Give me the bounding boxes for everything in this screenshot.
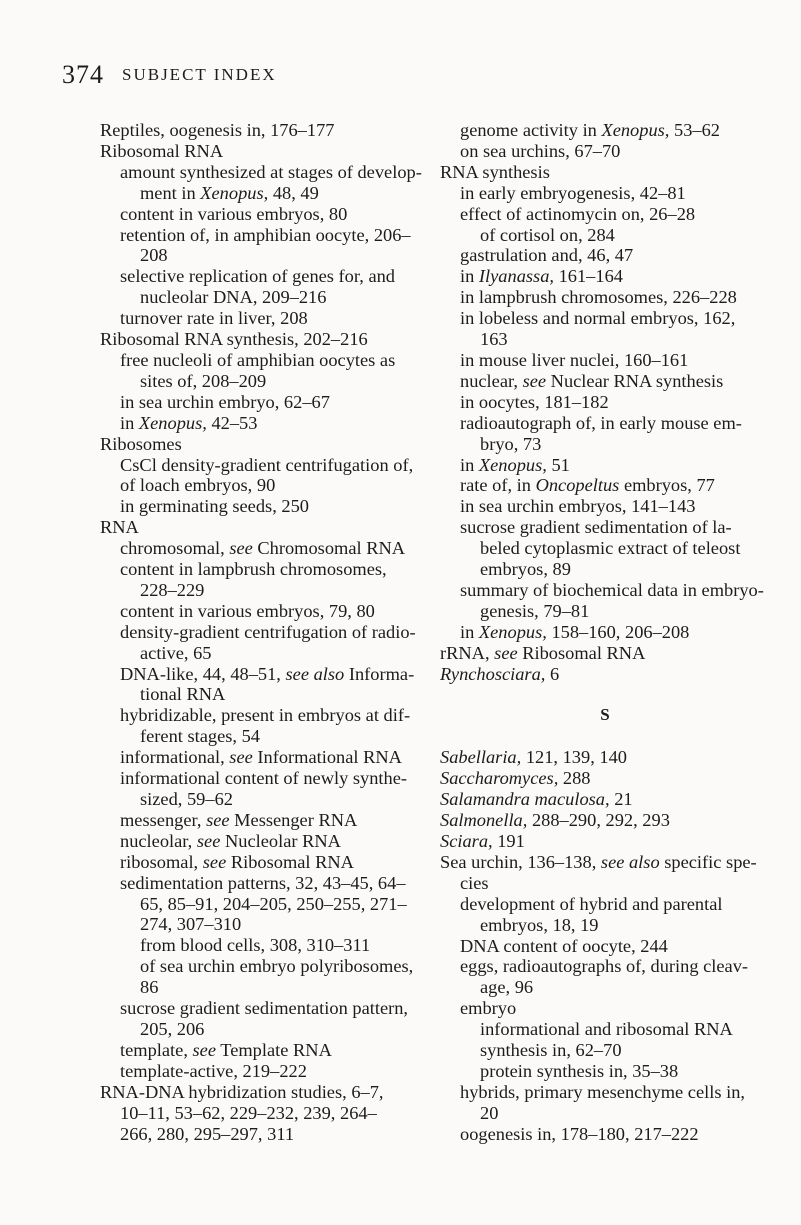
index-entry: Sciara, 191 [440, 831, 525, 851]
index-subentry: retention of, in amphibian oocyte, 206– [120, 224, 411, 245]
index-entry: rRNA, see Ribosomal RNA [440, 642, 646, 663]
index-subentry: in Xenopus, 42–53 [120, 412, 258, 433]
index-subentry: in early embryogenesis, 42–81 [460, 182, 686, 203]
index-subentry: cies [460, 872, 489, 893]
index-subentry: in germinating seeds, 250 [120, 496, 309, 517]
index-subentry: rate of, in Oncopeltus embryos, 77 [460, 475, 715, 496]
index-subentry: 266, 280, 295–297, 311 [120, 1123, 295, 1144]
index-subentry: sucrose gradient sedimentation pattern, [120, 998, 409, 1019]
index-subentry: in oocytes, 181–182 [460, 391, 609, 412]
section-gap [440, 684, 770, 705]
index-subentry: genome activity in Xenopus, 53–62 [460, 120, 720, 140]
index-subentry: gastrulation and, 46, 47 [460, 245, 634, 266]
index-subentry: in Xenopus, 158–160, 206–208 [460, 621, 690, 642]
index-entry: Sea urchin, 136–138, see also specific spe- [440, 851, 757, 872]
index-subentry: in sea urchin embryo, 62–67 [120, 391, 330, 412]
index-entry: Rynchosciara, 6 [440, 663, 560, 684]
index-subentry: ferent stages, 54 [140, 726, 261, 747]
index-subentry: from blood cells, 308, 310–311 [140, 935, 371, 956]
index-entry: Reptiles, oogenesis in, 176–177 [100, 120, 335, 140]
index-subentry: tional RNA [140, 684, 226, 705]
index-subentry: nucleolar, see Nucleolar RNA [120, 830, 341, 851]
index-subentry: 10–11, 53–62, 229–232, 239, 264– [120, 1102, 377, 1123]
index-subentry: on sea urchins, 67–70 [460, 140, 621, 161]
index-entry: Salamandra maculosa, 21 [440, 789, 633, 810]
index-subentry: in sea urchin embryos, 141–143 [460, 496, 696, 517]
index-subentry: in mouse liver nuclei, 160–161 [460, 349, 689, 370]
index-subentry: DNA-like, 44, 48–51, see also Informa- [120, 663, 415, 684]
index-subentry: sized, 59–62 [140, 789, 233, 809]
index-subentry: ment in Xenopus, 48, 49 [140, 182, 319, 203]
index-entry: Sabellaria, 121, 139, 140 [440, 747, 627, 768]
running-head: SUBJECT INDEX [122, 65, 277, 84]
index-subentry: 65, 85–91, 204–205, 250–255, 271– [140, 893, 407, 914]
page-number: 374 [62, 60, 104, 89]
index-subentry: informational, see Informational RNA [120, 747, 402, 768]
index-subentry: ribosomal, see Ribosomal RNA [120, 851, 354, 872]
index-subentry: of sea urchin embryo polyribosomes, [140, 956, 414, 977]
index-entry: Salmonella, 288–290, 292, 293 [440, 810, 670, 831]
index-subentry: 163 [480, 329, 508, 350]
index-subentry: beled cytoplasmic extract of teleost [480, 538, 741, 559]
index-subentry: content in lampbrush chromosomes, [120, 559, 387, 580]
index-subentry: messenger, see Messenger RNA [120, 809, 358, 830]
index-entry: Ribosomes [100, 433, 182, 454]
index-subentry: hybridizable, present in embryos at dif- [120, 705, 411, 726]
index-subentry: 228–229 [140, 579, 205, 600]
index-subentry: 274, 307–310 [140, 914, 242, 935]
index-subentry: 208 [140, 245, 168, 266]
index-subentry: of cortisol on, 284 [480, 224, 615, 245]
index-subentry: embryos, 18, 19 [480, 914, 599, 935]
section-letter-heading: S [600, 705, 610, 725]
index-subentry: development of hybrid and parental [460, 893, 723, 914]
index-column-right [440, 120, 770, 1145]
index-column-left [100, 120, 430, 1144]
index-subentry: hybrids, primary mesenchyme cells in, [460, 1081, 745, 1102]
index-subentry: amount synthesized at stages of develop- [120, 161, 422, 182]
index-subentry: of loach embryos, 90 [120, 475, 276, 496]
index-subentry: eggs, radioautographs of, during cleav- [460, 956, 749, 977]
index-subentry: synthesis in, 62–70 [480, 1040, 622, 1061]
index-subentry: informational content of newly synthe- [120, 768, 408, 789]
index-entry: Ribosomal RNA [100, 140, 224, 161]
index-subentry: nuclear, see Nuclear RNA synthesis [460, 370, 724, 391]
page-header [62, 60, 277, 90]
index-entry: RNA synthesis [440, 161, 550, 182]
index-subentry: selective replication of genes for, and [120, 266, 396, 287]
index-entry: Saccharomyces, 288 [440, 768, 591, 789]
index-subentry: 205, 206 [140, 1018, 205, 1039]
index-subentry: 20 [480, 1102, 499, 1123]
index-subentry: oogenesis in, 178–180, 217–222 [460, 1123, 699, 1144]
index-subentry: summary of biochemical data in embryo- [460, 579, 764, 600]
index-subentry: protein synthesis in, 35–38 [480, 1060, 679, 1081]
index-subentry: free nucleoli of amphibian oocytes as [120, 349, 396, 370]
index-subentry: effect of actinomycin on, 26–28 [460, 203, 696, 224]
index-subentry: bryo, 73 [480, 433, 542, 454]
index-subentry: active, 65 [140, 642, 212, 663]
index-entry: RNA-DNA hybridization studies, 6–7, [100, 1081, 384, 1102]
index-subentry: CsCl density-gradient centrifugation of, [120, 454, 414, 475]
index-subentry: embryos, 89 [480, 559, 571, 580]
index-subentry: content in various embryos, 80 [120, 203, 348, 224]
index-entry: RNA [100, 517, 139, 538]
section-gap [440, 726, 770, 747]
index-subentry: in Ilyanassa, 161–164 [460, 266, 623, 287]
index-subentry: content in various embryos, 79, 80 [120, 600, 375, 621]
index-subentry: in lobeless and normal embryos, 162, [460, 308, 736, 329]
index-subentry: template, see Template RNA [120, 1039, 332, 1060]
index-subentry: age, 96 [480, 977, 534, 998]
index-subentry: density-gradient centrifugation of radio- [120, 621, 416, 642]
index-subentry: in Xenopus, 51 [460, 454, 570, 475]
index-subentry: turnover rate in liver, 208 [120, 308, 308, 329]
index-subentry: radioautograph of, in early mouse em- [460, 412, 742, 433]
index-subentry: 86 [140, 977, 159, 998]
index-subentry: DNA content of oocyte, 244 [460, 935, 668, 956]
index-subentry: informational and ribosomal RNA [480, 1019, 733, 1040]
index-entry: Ribosomal RNA synthesis, 202–216 [100, 329, 368, 350]
index-subentry: sites of, 208–209 [140, 370, 267, 391]
index-subentry: chromosomal, see Chromosomal RNA [120, 538, 406, 559]
index-subentry: embryo [460, 998, 517, 1019]
index-subentry: sedimentation patterns, 32, 43–45, 64– [120, 872, 406, 893]
index-subentry: in lampbrush chromosomes, 226–228 [460, 287, 737, 308]
index-subentry: genesis, 79–81 [480, 600, 590, 621]
index-subentry: template-active, 219–222 [120, 1060, 307, 1081]
index-subentry: nucleolar DNA, 209–216 [140, 287, 327, 308]
index-subentry: sucrose gradient sedimentation of la- [460, 517, 732, 538]
